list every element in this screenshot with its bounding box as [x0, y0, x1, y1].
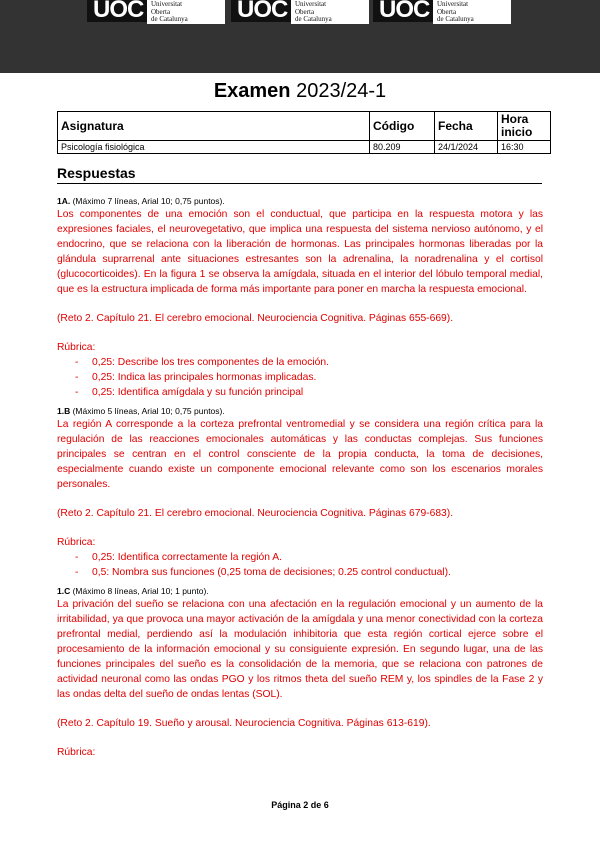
question-heading: 1.B (Máximo 5 líneas, Arial 10; 0,75 puntos). [57, 406, 225, 416]
page-number: Página 2 de 6 [271, 800, 329, 810]
list-item: - 0,25: Identifica amígdala y su función principal [57, 385, 543, 400]
list-item: - 0,5: Nombra sus funciones (0,25 toma de decisiones; 0.25 control conductual). [57, 565, 543, 580]
uoc-logo [373, 0, 511, 26]
answer-text: La privación del sueño se relaciona con una afectación en la regulación emocional y un aumento de la irritabilidad, ya que provoca una mayor activación de la amígdala y una menor conectividad con la corteza prefrontal medial, perdiendo así la modulación inhibitoria que esta región cortical ejerce sobre el procesamiento de la información emocional y su consiguiente expresión. En segundo lugar, una de las funciones principales del sueño es la consolidación de la memoria, que se relaciona con patrones de actividad neuronal como las ondas PGO y los ritmos theta del sueño REM y, los spindles de la Fase 2 y las ondas delta del sueño de ondas lentas (SOL). [57, 599, 543, 700]
list-item: - 0,25: Identifica correctamente la región A. [57, 550, 543, 565]
rubric-list [57, 355, 543, 400]
list-item: - 0,25: Indica las principales hormonas implicadas. [57, 370, 543, 385]
reference-text: (Reto 2. Capítulo 19. Sueño y arousal. Neurociencia Cognitiva. Páginas 613-619). [57, 718, 431, 729]
rubric-list [57, 550, 543, 580]
exam-info-table [57, 111, 551, 154]
uoc-logo [231, 0, 369, 26]
rubric-label: Rúbrica: [57, 537, 96, 548]
header-cell: Código [370, 112, 435, 141]
table-row [58, 141, 551, 154]
answers-content [57, 196, 543, 760]
reference-text: (Reto 2. Capítulo 21. El cerebro emocional. Neurociencia Cognitiva. Páginas 655-669). [57, 313, 454, 324]
uoc-logo [87, 0, 225, 26]
uoc-logo-mark: UOC [231, 0, 291, 22]
answer-text: La región A corresponde a la corteza prefrontal ventromedial y se considera una región crítica para la regulación de las reacciones emocionales automáticas y las conductas complejas. Sus funciones principales se centran en el control consciente de la propia conducta, la toma de decisiones, especialmente cuando existe un componente emocional relevante como son los escenarios morales personales. [57, 419, 543, 490]
rubric-label: Rúbrica: [57, 747, 96, 758]
uoc-logo-text: Universitat Oberta de Catalunya [147, 0, 225, 24]
question-heading: 1.C (Máximo 8 líneas, Arial 10; 1 punto). [57, 586, 209, 596]
table-header-row [58, 112, 551, 141]
table-cell: 80.209 [370, 141, 435, 154]
header-cell: Fecha [435, 112, 498, 141]
rubric-label: Rúbrica: [57, 342, 96, 353]
answer-text: Los componentes de una emoción son el conductual, que participa en la respuesta motora y las expresiones faciales, el neurovegetativo, que implica una respuesta del sistema nervioso autónomo, y el endocrino, que se relaciona con la liberación de hormonas. Las principales hormonas liberadas por la glándula suprarrenal ante situaciones estresantes son la adrenalina, la noradrenalina y el cortisol (glucocorticoides). En la figura 1 se observa la amígdala, situada en el interior del lóbulo temporal medial, que es la estructura implicada de forma más importante para poner en marcha la respuesta emocional. [57, 209, 543, 295]
question-heading: 1A. (Máximo 7 líneas, Arial 10; 0,75 puntos). [57, 196, 225, 206]
exam-title: Examen 2023/24-1 [213, 80, 387, 102]
table-cell: 24/1/2024 [435, 141, 498, 154]
uoc-logo-mark: UOC [87, 0, 147, 22]
list-item: - 0,25: Describe los tres componentes de la emoción. [57, 355, 543, 370]
table-cell: Psicología fisiológica [58, 141, 370, 154]
header-cell: Hora inicio [498, 112, 551, 141]
section-title: Respuestas [57, 165, 542, 184]
header-bar [0, 0, 600, 73]
table-cell: 16:30 [498, 141, 551, 154]
uoc-logo-text: Universitat Oberta de Catalunya [291, 0, 369, 24]
uoc-logo-mark: UOC [373, 0, 433, 22]
header-cell: Asignatura [58, 112, 370, 141]
reference-text: (Reto 2. Capítulo 21. El cerebro emocional. Neurociencia Cognitiva. Páginas 679-683). [57, 508, 454, 519]
uoc-logo-text: Universitat Oberta de Catalunya [433, 0, 511, 24]
